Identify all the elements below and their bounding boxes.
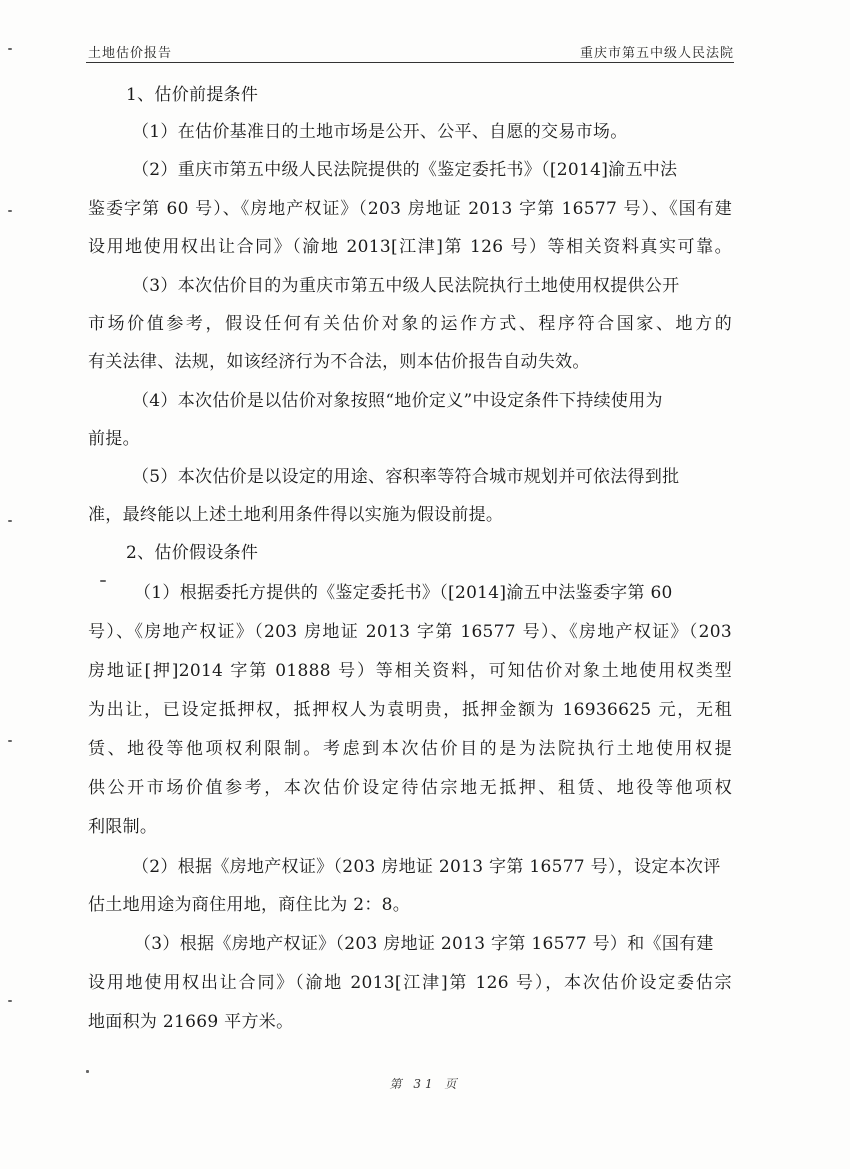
paragraph-line: 准，最终能以上述土地利用条件得以实施为假设前提。 (88, 505, 504, 525)
paragraph-line: （4）本次估价是以估价对象按照“地价定义”中设定条件下持续使用为 (132, 391, 663, 411)
section-heading-assumptions: 2、估价假设条件 (126, 543, 259, 563)
scan-speck (100, 580, 106, 582)
paragraph-line: （2）重庆市第五中级人民法院提供的《鉴定委托书》（[2014]渝五中法 (132, 160, 678, 180)
paragraph-line: 市场价值参考，假设任何有关估价对象的运作方式、程序符合国家、地方的 (88, 314, 732, 334)
paragraph-line: （5）本次估价是以设定的用途、容积率等符合城市规划并可依法得到批 (132, 467, 680, 487)
paragraph-line: （2）根据《房地产权证》（203 房地证 2013 字第 16577 号），设定本次评 (132, 857, 721, 877)
paragraph-line: （3）根据《房地产权证》（203 房地证 2013 字第 16577 号）和《国有建 (134, 934, 714, 954)
paragraph-line: （1）在估价基准日的土地市场是公开、公平、自愿的交易市场。 (132, 122, 628, 142)
paragraph-line: 地面积为 21669 平方米。 (88, 1012, 294, 1032)
paragraph-line: 设用地使用权出让合同》（渝地 2013[江津]第 126 号）等相关资料真实可靠。 (88, 237, 732, 257)
paragraph-line: 鉴委字第 60 号）、《房地产权证》（203 房地证 2013 字第 16577 号）、《国有建 (88, 199, 732, 219)
paragraph-line: 有关法律、法规，如该经济行为不合法，则本估价报告自动失效。 (88, 352, 590, 372)
scan-speck (8, 520, 12, 522)
header-court-name: 重庆市第五中级人民法院 (579, 46, 734, 61)
paragraph-line: 赁、地役等他项权利限制。考虑到本次估价目的是为法院执行土地使用权提 (88, 739, 732, 759)
scan-speck (8, 740, 12, 742)
header-report-title: 土地估价报告 (88, 46, 173, 61)
paragraph-line: 为出让，已设定抵押权，抵押权人为袁明贵，抵押金额为 16936625 元，无租 (88, 700, 732, 720)
scan-speck (86, 1070, 89, 1073)
paragraph-line: 设用地使用权出让合同》（渝地 2013[江津]第 126 号），本次估价设定委估宗 (88, 973, 732, 993)
paragraph-line: （3）本次估价目的为重庆市第五中级人民法院执行土地使用权提供公开 (132, 276, 680, 296)
paragraph-line: 房地证[押]2014 字第 01888 号）等相关资料，可知估价对象土地使用权类型 (88, 661, 732, 681)
page-header (86, 40, 734, 63)
paragraph-line: （1）根据委托方提供的《鉴定委托书》（[2014]渝五中法鉴委字第 60 (134, 583, 673, 603)
paragraph-line: 前提。 (88, 429, 140, 449)
scan-speck (8, 1000, 12, 1002)
paragraph-line: 估土地用途为商住用地，商住比为 2：8。 (88, 895, 411, 915)
paragraph-line: 供公开市场价值参考，本次估价设定待估宗地无抵押、租赁、地役等他项权 (88, 778, 732, 798)
page-number: 第 31 页 (389, 1077, 461, 1091)
section-heading-premises: 1、估价前提条件 (126, 85, 259, 105)
paragraph-line: 号）、《房地产权证》（203 房地证 2013 字第 16577 号）、《房地产权证》（203 (88, 622, 732, 642)
scan-speck (8, 210, 12, 212)
scan-speck (8, 48, 12, 50)
paragraph-line: 利限制。 (88, 817, 158, 837)
